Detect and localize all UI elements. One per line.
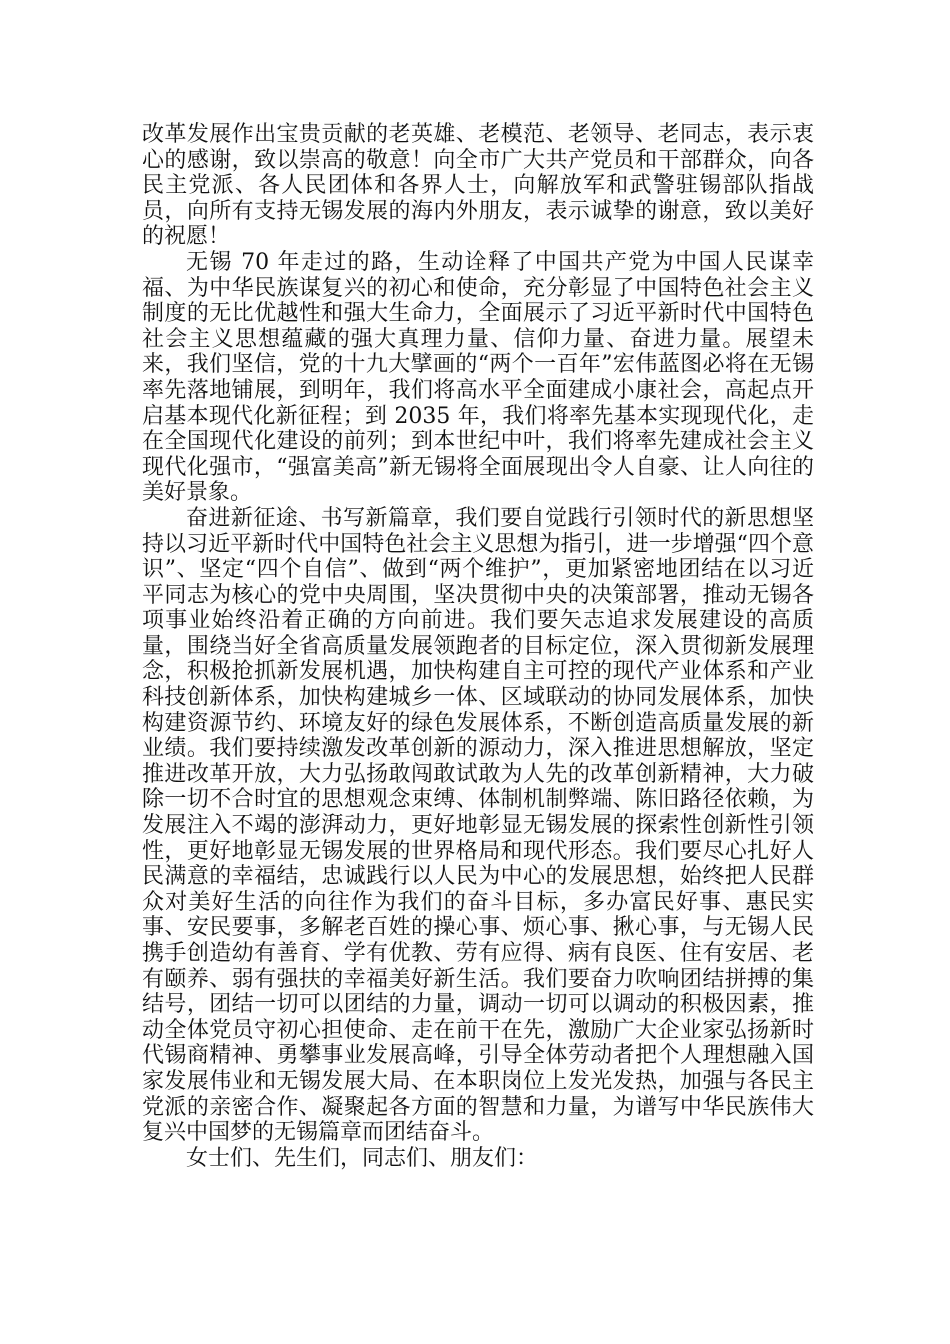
paragraph-wuxi-70-years: 无锡 70 年走过的路，生动诠释了中国共产党为中国人民谋幸福、为中华民族谋复兴的初心和使命，充分彰显了中国特色社会主义制度的无比优越性和强大生命力，全面展示了习近平新时代中国特色社会主义思想蕴藏的强大真理力量、信仰力量、奋进力量。展望未来，我们坚信，党的十九大擘画的“两个一百年”宏伟蓝图必将在无锡率先落地铺展，到明年，我们将高水平全面建成小康社会，高起点开启基本现代化新征程；到 2035 年，我们将率先基本实现现代化，走在全国现代化建设的前列；到本世纪中叶，我们将率先建成社会主义现代化强市，“强富美高”新无锡将全面展现出令人自豪、让人向往的美好景象。 bbox=[142, 249, 814, 506]
paragraph-new-journey: 奋进新征途、书写新篇章，我们要自觉践行引领时代的新思想坚持以习近平新时代中国特色社会主义思想为指引，进一步增强“四个意识”、坚定“四个自信”、做到“两个维护”，更加紧密地团结在以习近平同志为核心的党中央周围，坚决贯彻中央的决策部署，推动无锡各项事业始终沿着正确的方向前进。我们要矢志追求发展建设的高质量，围绕当好全省高质量发展领跑者的目标定位，深入贯彻新发展理念，积极抢抓新发展机遇，加快构建自主可控的现代产业体系和产业科技创新体系，加快构建城乡一体、区域联动的协同发展体系，加快构建资源节约、环境友好的绿色发展体系，不断创造高质量发展的新业绩。我们要持续激发改革创新的源动力，深入推进思想解放，坚定推进改革开放，大力弘扬敢闯敢试敢为人先的改革创新精神，大力破除一切不合时宜的思想观念束缚、体制机制弊端、陈旧路径依赖，为发展注入不竭的澎湃动力，更好地彰显无锡发展的探索性创新性引领性，更好地彰显无锡发展的世界格局和现代形态。我们要尽心扎好人民满意的幸福结，忠诚践行以人民为中心的发展思想，始终把人民群众对美好生活的向往作为我们的奋斗目标，多办富民好事、惠民实事、安民要事，多解老百姓的操心事、烦心事、揪心事，与无锡人民携手创造幼有善育、学有优教、劳有应得、病有良医、住有安居、老有颐养、弱有强扶的幸福美好新生活。我们要奋力吹响团结拼搏的集结号，团结一切可以团结的力量，调动一切可以调动的积极因素，推动全体党员守初心担使命、走在前干在先，激励广大企业家弘扬新时代锡商精神、勇攀事业发展高峰，引导全体劳动者把个人理想融入国家发展伟业和无锡发展大局、在本职岗位上发光发热，加强与各民主党派的亲密合作、凝聚起各方面的智慧和力量，为谱写中华民族伟大复兴中国梦的无锡篇章而团结奋斗。 bbox=[142, 505, 814, 1146]
paragraph-salutation: 女士们、先生们，同志们、朋友们： bbox=[186, 1145, 539, 1171]
paragraph-continuation: 改革发展作出宝贵贡献的老英雄、老模范、老领导、老同志，表示衷心的感谢，致以崇高的敬意！向全市广大共产党员和干部群众，向各民主党派、各人民团体和各界人士，向解放军和武警驻锡部队指战员，向所有支持无锡发展的海内外朋友，表示诚挚的谢意，致以美好的祝愿！ bbox=[142, 122, 814, 250]
document-body bbox=[142, 122, 814, 1171]
